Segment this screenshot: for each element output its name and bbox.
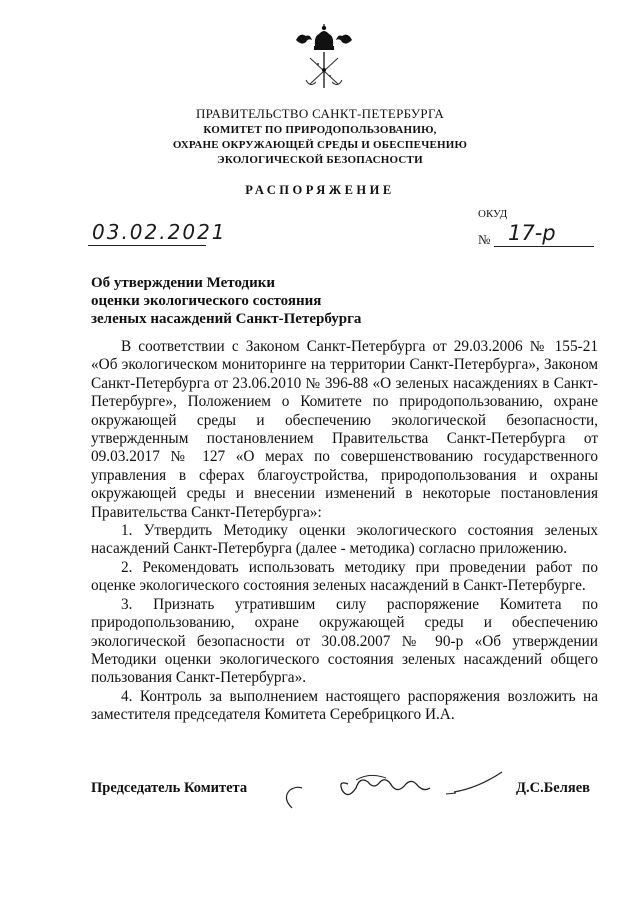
- okud-label: ОКУД: [478, 208, 508, 220]
- eagle-right-icon: [336, 35, 352, 44]
- document-date: 03.02.2021: [92, 220, 227, 244]
- handwritten-signature: [278, 760, 510, 820]
- government-name: ПРАВИТЕЛЬСТВО САНКТ-ПЕТЕРБУРГА: [195, 106, 445, 121]
- crown-icon: [314, 24, 334, 50]
- coat-of-arms-emblem: [288, 22, 360, 94]
- document-type-heading: РАСПОРЯЖЕНИЕ: [245, 183, 395, 197]
- document-title-line-3: зеленых насаждений Санкт-Петербурга: [91, 311, 362, 327]
- number-sign: №: [478, 232, 491, 247]
- committee-name-line-3: ЭКОЛОГИЧЕСКОЙ БЕЗОПАСНОСТИ: [217, 154, 423, 166]
- document-number: 17-р: [508, 221, 556, 245]
- order-item-1: 1. Утвердить Методику оценки экологического состояния зеленых насаждений Санкт-Петербурга (далее - методика) согласно приложению.: [91, 522, 598, 558]
- signatory-name: Д.С.Беляев: [516, 780, 590, 796]
- eagle-left-icon: [296, 35, 312, 44]
- document-title-line-1: Об утверждении Методики: [91, 275, 276, 291]
- preamble-paragraph: В соответствии с Законом Санкт-Петербурга от 29.03.2006 № 155-21 «Об экологическом мониторинге на территории Санкт-Петербурга», Законом Санкт-Петербурга от 23.06.2010 № 396-88 «О зеленых насаждениях в Санкт-Петербурге», Положением о Комитете по природопользованию, охране окружающей среды и обеспечению экологической безопасности, утвержденным постановлением Правительства Санкт-Петербурга от 09.03.2017 № 127 «О мерах по совершенствованию государственного управления в сферах благоустройства, природопользования и охраны окружающей среды и внесении изменений в некоторые постановления Правительства Санкт-Петербурга»:: [91, 338, 598, 521]
- order-item-3: 3. Признать утратившим силу распоряжение Комитета по природопользованию, охране окружающей среды и обеспечению экологической безопасности от 30.08.2007 № 90-р «Об утверждении Методики оценки экологического состояния зеленых насаждений общего пользования Санкт-Петербурга».: [91, 595, 598, 687]
- committee-name-line-2: ОХРАНЕ ОКРУЖАЮЩЕЙ СРЕДЫ И ОБЕСПЕЧЕНИЮ: [172, 139, 468, 151]
- order-item-4: 4. Контроль за выполнением настоящего распоряжения возложить на заместителя председателя Комитета Серебрицкого И.А.: [91, 687, 598, 724]
- document-title-line-2: оценки экологического состояния: [91, 293, 322, 309]
- committee-name-line-1: КОМИТЕТ ПО ПРИРОДОПОЛЬЗОВАНИЮ,: [203, 124, 437, 136]
- signatory-position: Председатель Комитета: [91, 780, 248, 796]
- document-body: [91, 338, 598, 725]
- number-underline: [494, 246, 594, 247]
- order-item-2: 2. Рекомендовать использовать методику при проведении работ по оценке экологического состояния зеленых насаждений в Санкт-Петербурге.: [91, 558, 598, 595]
- date-underline: [88, 245, 206, 246]
